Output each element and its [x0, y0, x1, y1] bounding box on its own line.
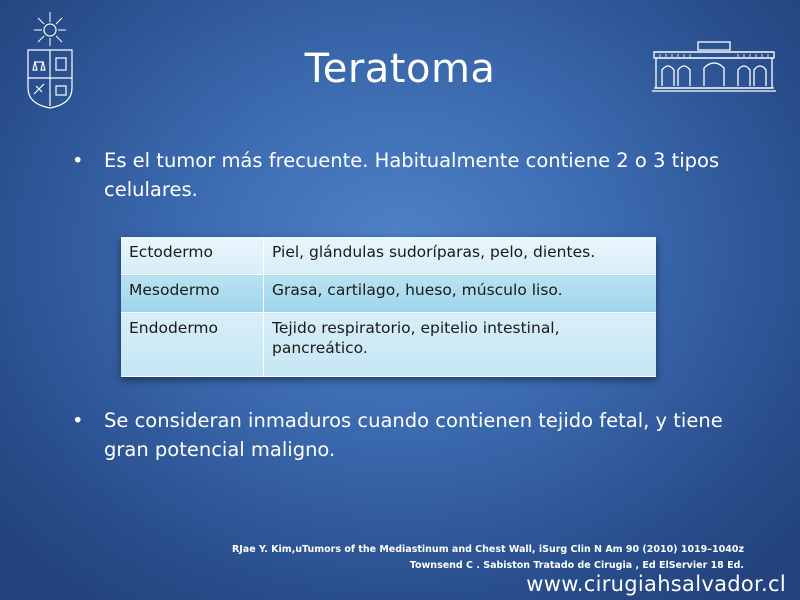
- table-row: [121, 275, 656, 313]
- germ-layer-table: [121, 237, 656, 377]
- reference-2: Townsend C . Sabiston Tratado de Cirugia , Ed ElServier 18 Ed.: [409, 560, 744, 571]
- table-cell-layer: Mesodermo: [121, 275, 264, 313]
- bullet-point-2: [72, 406, 762, 464]
- website-url: www.cirugiahsalvador.cl: [526, 572, 786, 596]
- table-cell-tissues: Grasa, cartilago, hueso, músculo liso.: [264, 275, 657, 313]
- bullet-marker: •: [72, 409, 84, 432]
- bullet-text: Es el tumor más frecuente. Habitualmente contiene 2 o 3 tipos celulares.: [104, 149, 720, 201]
- table-row: [121, 237, 656, 275]
- reference-1: RJae Y. Kim,uTumors of the Mediastinum and Chest Wall, iSurg Clin N Am 90 (2010) 1019–1040z: [231, 544, 744, 555]
- references: [232, 542, 744, 574]
- table-cell-tissues: Piel, glándulas sudoríparas, pelo, dientes.: [264, 237, 657, 275]
- bullet-marker: •: [72, 149, 84, 172]
- table-row: [121, 313, 656, 377]
- table-cell-tissues: Tejido respiratorio, epitelio intestinal, pancreático.: [264, 313, 657, 377]
- bullet-text: Se consideran inmaduros cuando contienen tejido fetal, y tiene gran potencial maligno.: [104, 409, 723, 461]
- table-cell-layer: Endodermo: [121, 313, 264, 377]
- table-cell-layer: Ectodermo: [121, 237, 264, 275]
- bullet-point-1: [72, 146, 762, 204]
- slide-title: Teratoma: [304, 46, 496, 92]
